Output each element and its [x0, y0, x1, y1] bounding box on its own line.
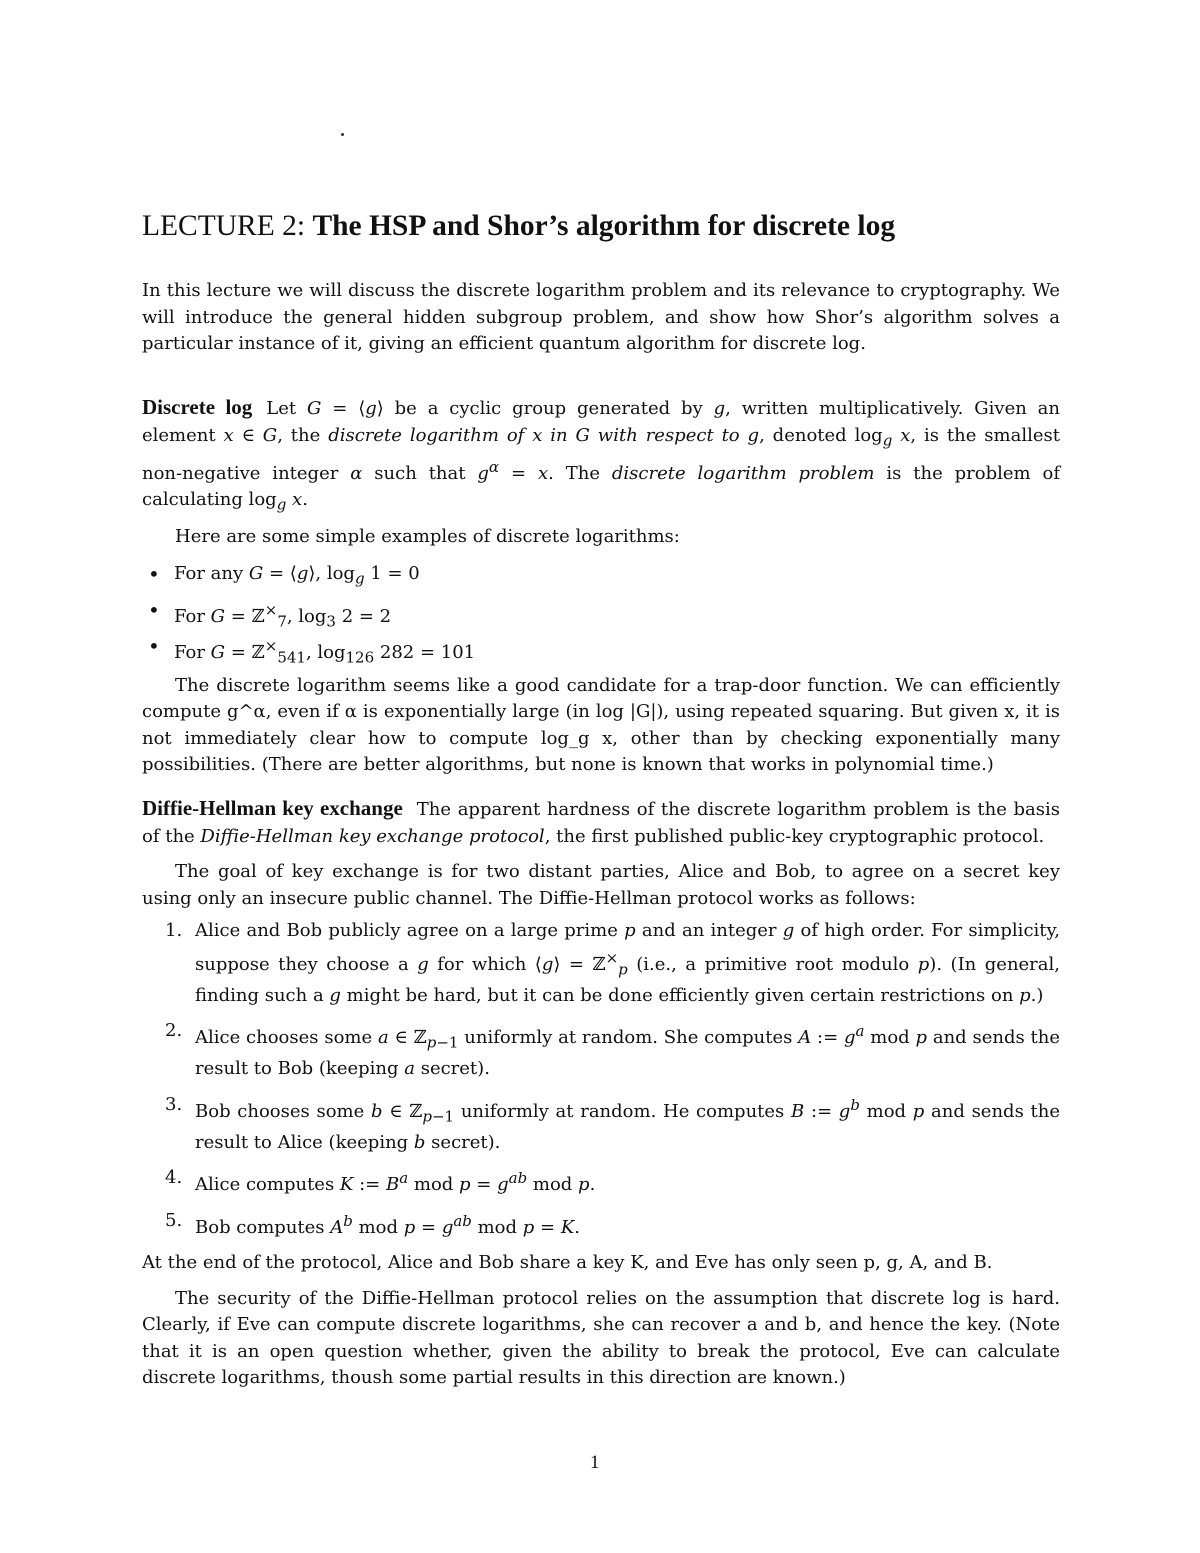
protocol-step: 1. Alice and Bob publicly agree on a large prime p and an integer g of high order. For simplicity, suppose they choose a g for which ⟨g⟩ = ℤ×$_p$ (i.e., a primitive root modulo p). (In general, finding such a g might be hard, but it can be done efficiently given certain restrictions on p.) [165, 920, 1061, 1006]
goal-paragraph: The goal of key exchange is for two distant parties, Alice and Bob, to agree on a secret key using only an insecure public channel. The Diffie-Hellman protocol works as follows: [142, 861, 1060, 909]
example-item: • For any G = ⟨g⟩, $\log_g 1 = 0$ [174, 559, 1060, 595]
page-number: 1 [590, 1452, 600, 1473]
example-item: • For G = ℤ×$_7$, $\log_3 2 = 2$ [174, 595, 1060, 631]
security-paragraph: The security of the Diffie-Hellman protocol relies on the assumption that discrete log is hard. Clearly, if Eve can compute discrete logarithms, she can recover a and b, and hence the key. (Note that it is an open question whether, given the ability to break the protocol, Eve can calculate discrete logarithms, thoush some partial results in this direction are known.) [142, 1287, 1060, 1389]
intro-text: In this lecture we will discuss the discrete logarithm problem and its relevance to cryptography. We will introduce the general hidden subgroup problem, and show how Shor’s algorithm solves a particular instance of it, giving an efficient quantum algorithm for discrete log. [142, 280, 1060, 354]
example-item: • For G = ℤ×$_{541}$, $\log_{126} 282 = 101$ [174, 631, 1060, 667]
diffie-hellman-intro: Diffie-Hellman key exchange The apparent hardness of the discrete logarithm problem is the basis of the Diffie-Hellman key exchange protocol, the first published public-key cryptographic protocol. [142, 796, 1060, 847]
discrete-log-heading: Discrete log [142, 395, 253, 419]
protocol-step: 3. Bob chooses some b ∈ ℤ$_{p-1}$ uniformly at random. He computes B := $g^b$ mod p and sends the result to Alice (keeping b secret). [165, 1093, 1060, 1153]
lecture-title [142, 210, 1062, 243]
trapdoor-paragraph: The discrete logarithm seems like a good candidate for a trap-door function. We can efficiently compute g^α, even if α is exponentially large (in log |G|), using repeated squaring. But given x, it is not immediately clear how to compute log_g x, other than by checking exponentially many possibilities. (There are better algorithms, but none is known that works in polynomial time.) [142, 674, 1060, 776]
lecture-title-prefix: LECTURE 2: [142, 210, 306, 242]
stray-mark [341, 133, 344, 136]
protocol-steps [142, 918, 1060, 1241]
examples-intro: Here are some simple examples of discrete logarithms: [175, 526, 680, 548]
discrete-log-section [142, 394, 1060, 779]
diffie-hellman-heading: Diffie-Hellman key exchange [142, 796, 403, 820]
intro-paragraph [142, 278, 1060, 358]
discrete-log-definition: Discrete log Let G = ⟨g⟩ be a cyclic group generated by g, written multiplicatively. Given an element x ∈ G, the discrete logarithm of x in G with respect to g, denoted $\log_g x$, is the smallest non-negative integer α such that $g^\alpha = x$. The discrete logarithm problem is the problem of calculating $\log_g x$. [142, 395, 1061, 514]
protocol-step: 5. Bob computes $A^b$ mod $p = g^{ab}$ mod p = K. [165, 1209, 581, 1238]
protocol-step: 4. Alice computes K := $B^a$ mod $p = g^{ab}$ mod p. [165, 1167, 596, 1196]
protocol-end-text: At the end of the protocol, Alice and Bob share a key K, and Eve has only seen p, g, A, and B. [142, 1252, 993, 1274]
lecture-title-main: The HSP and Shor’s algorithm for discrete log [312, 210, 896, 242]
protocol-step: 2. Alice chooses some a ∈ ℤ$_{p-1}$ uniformly at random. She computes A := $g^a$ mod p and sends the result to Bob (keeping a secret). [165, 1020, 1061, 1080]
diffie-hellman-section [142, 795, 1060, 1392]
examples-list [142, 559, 1060, 667]
